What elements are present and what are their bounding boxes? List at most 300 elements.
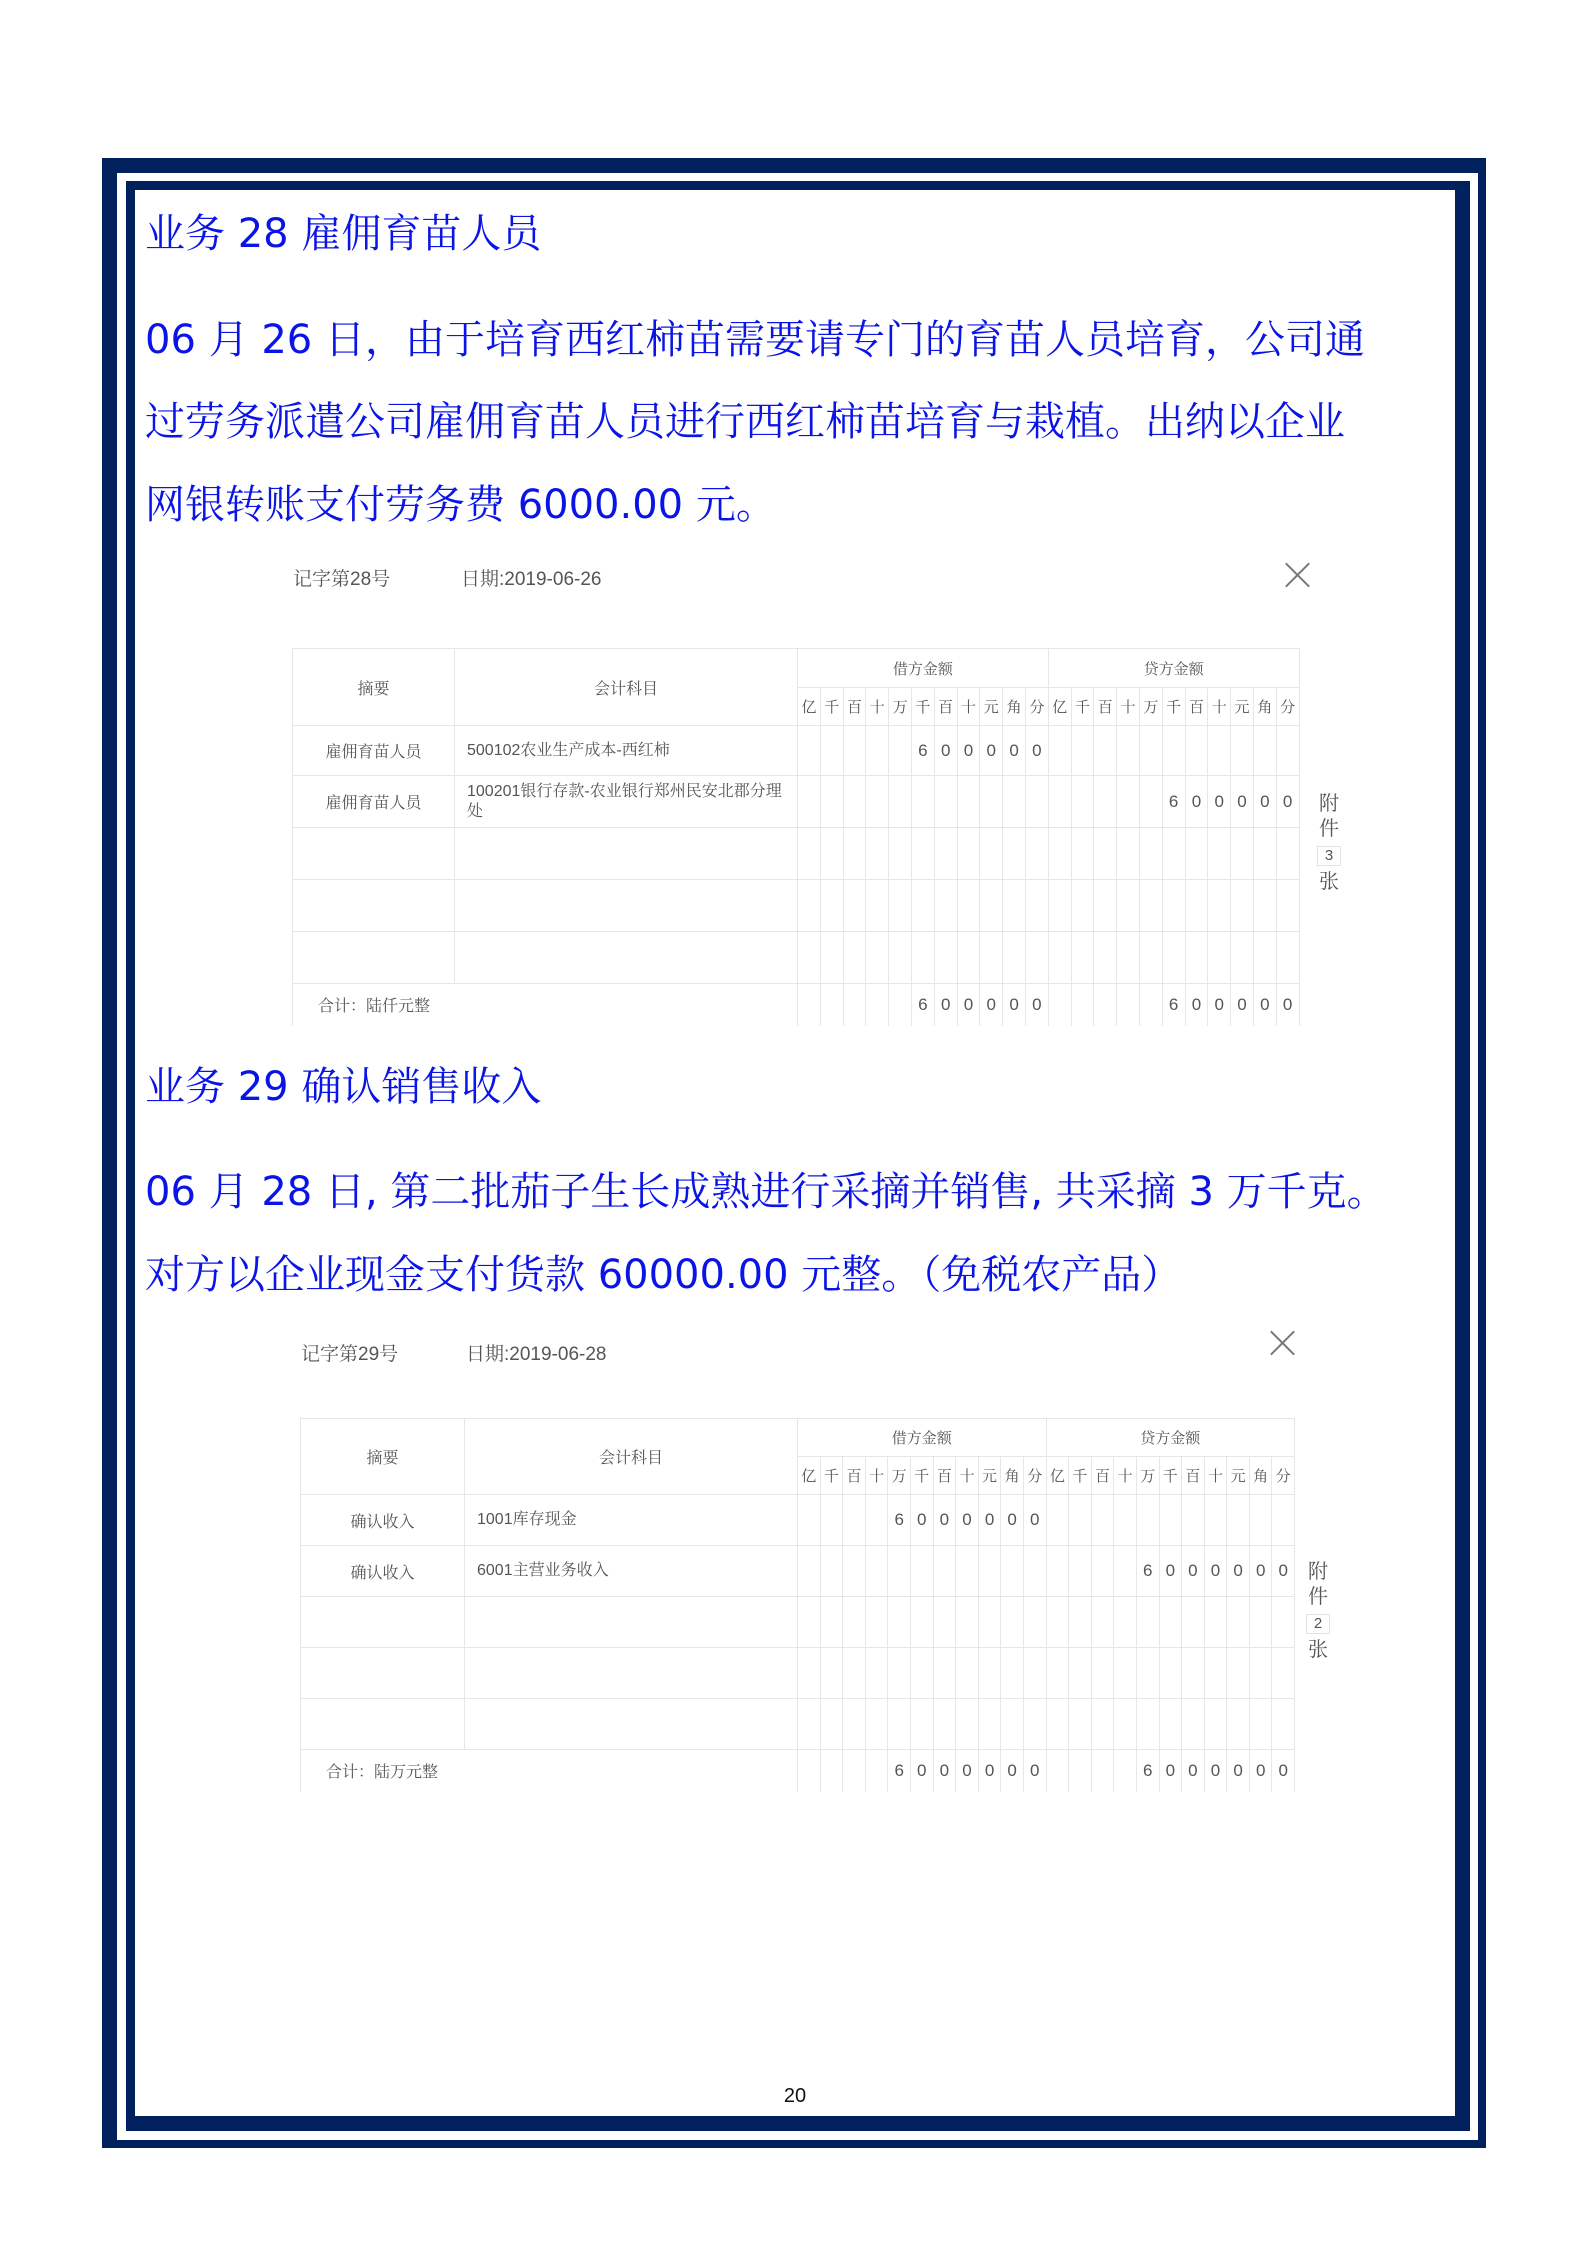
credit-digit[interactable] (1114, 1699, 1137, 1750)
debit-digit[interactable] (956, 1546, 979, 1597)
credit-digit[interactable] (1139, 880, 1162, 932)
credit-digit[interactable] (1069, 1495, 1092, 1546)
credit-digit[interactable]: 6 (1162, 776, 1185, 828)
cell-account[interactable] (465, 1699, 798, 1750)
debit-digit[interactable] (934, 828, 957, 880)
debit-digit[interactable] (910, 1546, 933, 1597)
credit-digit[interactable] (1136, 1495, 1159, 1546)
credit-digit[interactable] (1272, 1699, 1295, 1750)
cell-account[interactable] (455, 932, 798, 984)
debit-digit[interactable] (866, 726, 889, 776)
credit-digit[interactable] (1091, 1495, 1114, 1546)
credit-digit[interactable] (1185, 880, 1208, 932)
debit-digit[interactable] (933, 1597, 956, 1648)
cell-summary[interactable]: 雇佣育苗人员 (293, 726, 455, 776)
attachment-count-input[interactable]: 3 (1317, 846, 1341, 866)
credit-digit[interactable] (1182, 1597, 1205, 1648)
debit-digit[interactable] (866, 932, 889, 984)
credit-digit[interactable] (1069, 1546, 1092, 1597)
debit-digit[interactable] (1023, 1597, 1046, 1648)
credit-digit[interactable]: 0 (1276, 776, 1299, 828)
debit-digit[interactable] (843, 1546, 866, 1597)
credit-digit[interactable] (1204, 1699, 1227, 1750)
paragraph-line: 过劳务派遣公司雇佣育苗人员进行西红柿苗培育与栽植。出纳以企业 (145, 399, 1345, 445)
credit-digit[interactable]: 0 (1253, 776, 1276, 828)
credit-digit[interactable] (1231, 880, 1254, 932)
total-credit-digit (1094, 984, 1117, 1026)
debit-digit[interactable] (978, 1648, 1001, 1699)
debit-digit[interactable]: 0 (956, 1495, 979, 1546)
credit-digit[interactable] (1071, 932, 1094, 984)
debit-digit[interactable] (910, 1648, 933, 1699)
credit-digit[interactable] (1071, 726, 1094, 776)
digit-unit-header: 百 (1094, 688, 1117, 726)
debit-digit[interactable]: 0 (910, 1495, 933, 1546)
debit-digit[interactable] (843, 828, 866, 880)
cell-summary[interactable] (301, 1597, 465, 1648)
credit-digit[interactable] (1139, 776, 1162, 828)
debit-digit[interactable] (980, 880, 1003, 932)
credit-digit[interactable] (1231, 932, 1254, 984)
credit-digit[interactable] (1204, 1495, 1227, 1546)
attachment-indicator (1306, 1560, 1330, 1663)
credit-digit[interactable] (1249, 1495, 1272, 1546)
credit-digit[interactable] (1048, 726, 1071, 776)
debit-digit[interactable] (934, 880, 957, 932)
digit-unit-header: 百 (933, 1457, 956, 1495)
credit-digit[interactable] (1071, 828, 1094, 880)
total-debit-digit (889, 984, 912, 1026)
credit-digit[interactable]: 0 (1204, 1546, 1227, 1597)
debit-digit[interactable] (933, 1699, 956, 1750)
credit-digit[interactable] (1117, 932, 1140, 984)
credit-digit[interactable] (1136, 1597, 1159, 1648)
credit-digit[interactable] (1249, 1699, 1272, 1750)
debit-digit[interactable] (820, 1495, 843, 1546)
credit-digit[interactable] (1048, 828, 1071, 880)
credit-digit[interactable] (1272, 1648, 1295, 1699)
attachment-label: 附 (1308, 1561, 1328, 1583)
digit-unit-header: 百 (1182, 1457, 1205, 1495)
debit-digit[interactable] (1025, 828, 1048, 880)
credit-digit[interactable] (1114, 1546, 1137, 1597)
debit-digit[interactable] (843, 1648, 866, 1699)
debit-digit[interactable] (1003, 932, 1026, 984)
debit-digit[interactable] (1023, 1699, 1046, 1750)
debit-digit[interactable] (843, 1597, 866, 1648)
debit-digit[interactable] (978, 1597, 1001, 1648)
debit-digit[interactable] (1025, 932, 1048, 984)
debit-digit[interactable] (820, 880, 843, 932)
debit-digit[interactable] (843, 932, 866, 984)
credit-digit[interactable] (1208, 828, 1231, 880)
debit-digit[interactable] (843, 776, 866, 828)
credit-digit[interactable] (1162, 726, 1185, 776)
credit-digit[interactable] (1114, 1597, 1137, 1648)
debit-digit[interactable] (865, 1648, 888, 1699)
credit-digit[interactable] (1117, 828, 1140, 880)
debit-digit[interactable] (1001, 1546, 1024, 1597)
credit-digit[interactable] (1182, 1699, 1205, 1750)
digit-unit-header: 千 (820, 1457, 843, 1495)
debit-digit[interactable] (1025, 776, 1048, 828)
debit-digit[interactable]: 6 (911, 726, 934, 776)
credit-digit[interactable] (1204, 1597, 1227, 1648)
credit-digit[interactable] (1231, 828, 1254, 880)
debit-digit[interactable] (889, 932, 912, 984)
credit-digit[interactable] (1182, 1495, 1205, 1546)
debit-digit[interactable] (865, 1495, 888, 1546)
debit-digit[interactable] (888, 1699, 911, 1750)
debit-digit[interactable]: 0 (980, 726, 1003, 776)
page-number: 20 (783, 2085, 807, 2107)
debit-digit[interactable] (798, 932, 821, 984)
credit-digit[interactable] (1253, 828, 1276, 880)
credit-digit[interactable] (1046, 1495, 1069, 1546)
total-debit-digit: 0 (933, 1750, 956, 1792)
debit-digit[interactable]: 0 (1025, 726, 1048, 776)
credit-digit[interactable] (1185, 828, 1208, 880)
debit-digit[interactable] (911, 932, 934, 984)
debit-digit[interactable] (820, 828, 843, 880)
digit-unit-header: 千 (1071, 688, 1094, 726)
debit-digit[interactable] (980, 828, 1003, 880)
debit-digit[interactable] (866, 828, 889, 880)
debit-digit[interactable] (798, 1699, 821, 1750)
credit-digit[interactable] (1159, 1699, 1182, 1750)
digit-unit-header: 元 (980, 688, 1003, 726)
table-row (293, 880, 1300, 932)
credit-digit[interactable] (1069, 1699, 1092, 1750)
cell-account[interactable]: 6001主营业务收入 (465, 1546, 798, 1597)
credit-digit[interactable] (1249, 1597, 1272, 1648)
credit-digit[interactable] (1094, 726, 1117, 776)
paragraph-line: 对方以企业现金支付货款 60000.00 元整。（免税农产品） (145, 1252, 1182, 1298)
credit-digit[interactable] (1117, 880, 1140, 932)
paragraph-line: 06 月 28 日, 第二批茄子生长成熟进行采摘并销售, 共采摘 3 万千克。 (145, 1169, 1387, 1215)
debit-digit[interactable] (910, 1597, 933, 1648)
credit-digit[interactable] (1276, 726, 1299, 776)
cell-summary[interactable] (293, 828, 455, 880)
debit-digit[interactable] (798, 828, 821, 880)
credit-digit[interactable]: 0 (1272, 1546, 1295, 1597)
credit-digit[interactable] (1094, 880, 1117, 932)
credit-digit[interactable] (1046, 1546, 1069, 1597)
credit-digit[interactable]: 0 (1249, 1546, 1272, 1597)
debit-digit[interactable] (1001, 1699, 1024, 1750)
cell-summary[interactable]: 确认收入 (301, 1546, 465, 1597)
credit-digit[interactable] (1162, 932, 1185, 984)
debit-digit[interactable] (911, 828, 934, 880)
debit-digit[interactable]: 0 (1023, 1495, 1046, 1546)
debit-digit[interactable] (820, 1648, 843, 1699)
cell-account[interactable]: 100201银行存款-农业银行郑州民安北郡分理处 (455, 776, 798, 828)
digit-unit-header: 十 (866, 688, 889, 726)
debit-digit[interactable] (798, 1495, 821, 1546)
credit-digit[interactable] (1227, 1699, 1250, 1750)
close-icon[interactable] (1284, 562, 1310, 588)
credit-digit[interactable] (1253, 880, 1276, 932)
digit-unit-header: 亿 (798, 1457, 821, 1495)
credit-digit[interactable] (1048, 932, 1071, 984)
debit-digit[interactable] (956, 1699, 979, 1750)
credit-digit[interactable] (1159, 1495, 1182, 1546)
voucher-date: 日期:2019-06-26 (461, 569, 602, 590)
debit-digit[interactable] (933, 1648, 956, 1699)
debit-digit[interactable]: 0 (933, 1495, 956, 1546)
debit-digit[interactable] (820, 932, 843, 984)
credit-digit[interactable] (1276, 932, 1299, 984)
close-icon[interactable] (1269, 1330, 1295, 1356)
credit-digit[interactable] (1185, 726, 1208, 776)
debit-digit[interactable] (820, 1699, 843, 1750)
credit-digit[interactable] (1071, 776, 1094, 828)
credit-digit[interactable] (1046, 1699, 1069, 1750)
cell-summary[interactable] (293, 880, 455, 932)
debit-digit[interactable] (1003, 880, 1026, 932)
total-credit-digit: 0 (1272, 1750, 1295, 1792)
debit-digit[interactable] (1023, 1546, 1046, 1597)
credit-digit[interactable] (1253, 932, 1276, 984)
credit-digit[interactable] (1227, 1648, 1250, 1699)
table-row (293, 828, 1300, 880)
credit-digit[interactable] (1091, 1597, 1114, 1648)
debit-digit[interactable] (820, 726, 843, 776)
cell-summary[interactable] (293, 932, 455, 984)
credit-digit[interactable] (1136, 1648, 1159, 1699)
credit-digit[interactable] (1139, 932, 1162, 984)
debit-digit[interactable] (889, 726, 912, 776)
debit-digit[interactable] (798, 1546, 821, 1597)
debit-digit[interactable] (934, 932, 957, 984)
cell-account[interactable] (465, 1597, 798, 1648)
total-row (293, 984, 1300, 1026)
debit-digit[interactable] (978, 1699, 1001, 1750)
debit-digit[interactable] (820, 1546, 843, 1597)
cell-summary[interactable] (301, 1648, 465, 1699)
attachment-count-input[interactable]: 2 (1306, 1614, 1330, 1634)
total-debit-digit (820, 984, 843, 1026)
credit-digit[interactable] (1227, 1495, 1250, 1546)
credit-digit[interactable] (1162, 828, 1185, 880)
debit-digit[interactable] (889, 828, 912, 880)
digit-unit-header: 分 (1025, 688, 1048, 726)
debit-digit[interactable] (934, 776, 957, 828)
debit-digit[interactable] (843, 1699, 866, 1750)
debit-digit[interactable] (1001, 1648, 1024, 1699)
total-credit-digit: 0 (1159, 1750, 1182, 1792)
debit-digit[interactable]: 0 (1003, 726, 1026, 776)
debit-digit[interactable] (866, 776, 889, 828)
credit-digit[interactable] (1117, 726, 1140, 776)
credit-digit[interactable] (1046, 1648, 1069, 1699)
credit-digit[interactable] (1231, 726, 1254, 776)
attachment-label: 附 (1319, 793, 1339, 815)
credit-digit[interactable] (1091, 1546, 1114, 1597)
debit-digit[interactable] (1001, 1597, 1024, 1648)
credit-digit[interactable] (1208, 880, 1231, 932)
credit-digit[interactable]: 0 (1208, 776, 1231, 828)
debit-digit[interactable] (865, 1546, 888, 1597)
debit-digit[interactable] (911, 880, 934, 932)
credit-digit[interactable] (1071, 880, 1094, 932)
digit-unit-header: 十 (1208, 688, 1231, 726)
debit-digit[interactable] (843, 1495, 866, 1546)
digit-unit-header: 千 (820, 688, 843, 726)
credit-digit[interactable] (1069, 1648, 1092, 1699)
debit-digit[interactable] (888, 1597, 911, 1648)
credit-digit[interactable]: 0 (1231, 776, 1254, 828)
debit-digit[interactable] (957, 932, 980, 984)
cell-account[interactable]: 1001库存现金 (465, 1495, 798, 1546)
credit-digit[interactable] (1069, 1597, 1092, 1648)
total-credit-digit: 0 (1208, 984, 1231, 1026)
credit-digit[interactable] (1182, 1648, 1205, 1699)
debit-digit[interactable] (1003, 776, 1026, 828)
debit-digit[interactable] (888, 1648, 911, 1699)
digit-unit-header: 千 (910, 1457, 933, 1495)
section-heading-29: 业务 29 确认销售收入 (145, 1064, 542, 1110)
debit-digit[interactable] (980, 932, 1003, 984)
debit-digit[interactable]: 0 (1001, 1495, 1024, 1546)
header-credit: 贷方金额 (1046, 1419, 1295, 1457)
cell-account[interactable]: 500102农业生产成本-西红柿 (455, 726, 798, 776)
debit-digit[interactable] (889, 776, 912, 828)
debit-digit[interactable] (956, 1597, 979, 1648)
debit-digit[interactable] (957, 776, 980, 828)
credit-digit[interactable] (1249, 1648, 1272, 1699)
debit-digit[interactable] (843, 880, 866, 932)
debit-digit[interactable] (798, 880, 821, 932)
debit-digit[interactable] (798, 726, 821, 776)
credit-digit[interactable]: 0 (1159, 1546, 1182, 1597)
total-credit-digit (1091, 1750, 1114, 1792)
frame-outer-left (102, 158, 117, 2148)
table-row (293, 932, 1300, 984)
credit-digit[interactable] (1253, 726, 1276, 776)
cell-account[interactable] (455, 880, 798, 932)
debit-digit[interactable] (888, 1546, 911, 1597)
credit-digit[interactable] (1208, 932, 1231, 984)
debit-digit[interactable] (820, 1597, 843, 1648)
debit-digit[interactable] (843, 726, 866, 776)
credit-digit[interactable] (1276, 880, 1299, 932)
debit-digit[interactable]: 0 (934, 726, 957, 776)
cell-account[interactable] (465, 1648, 798, 1699)
credit-digit[interactable]: 0 (1185, 776, 1208, 828)
debit-digit[interactable] (957, 828, 980, 880)
debit-digit[interactable] (798, 1648, 821, 1699)
digit-unit-header: 元 (1231, 688, 1254, 726)
credit-digit[interactable] (1159, 1648, 1182, 1699)
total-credit-digit: 6 (1162, 984, 1185, 1026)
credit-digit[interactable] (1114, 1648, 1137, 1699)
debit-digit[interactable] (1003, 828, 1026, 880)
digit-unit-header: 十 (1117, 688, 1140, 726)
credit-digit[interactable] (1094, 828, 1117, 880)
cell-summary[interactable] (301, 1699, 465, 1750)
total-debit-digit: 0 (980, 984, 1003, 1026)
credit-digit[interactable]: 0 (1227, 1546, 1250, 1597)
debit-digit[interactable] (798, 776, 821, 828)
credit-digit[interactable] (1094, 932, 1117, 984)
debit-digit[interactable] (978, 1546, 1001, 1597)
credit-digit[interactable] (1139, 726, 1162, 776)
debit-digit[interactable] (1025, 880, 1048, 932)
credit-digit[interactable] (1272, 1495, 1295, 1546)
credit-digit[interactable] (1272, 1597, 1295, 1648)
debit-digit[interactable] (933, 1546, 956, 1597)
total-debit-digit (820, 1750, 843, 1792)
debit-digit[interactable] (820, 776, 843, 828)
frame-inner-top (126, 181, 1470, 190)
credit-digit[interactable] (1114, 1495, 1137, 1546)
debit-digit[interactable] (980, 776, 1003, 828)
debit-digit[interactable] (1023, 1648, 1046, 1699)
attachment-label: 件 (1319, 818, 1339, 840)
credit-digit[interactable] (1094, 776, 1117, 828)
cell-summary[interactable]: 雇佣育苗人员 (293, 776, 455, 828)
table-row (301, 1699, 1295, 1750)
credit-digit[interactable] (1091, 1648, 1114, 1699)
debit-digit[interactable] (865, 1597, 888, 1648)
credit-digit[interactable] (1204, 1648, 1227, 1699)
credit-digit[interactable] (1276, 828, 1299, 880)
debit-digit[interactable]: 6 (888, 1495, 911, 1546)
debit-digit[interactable] (911, 776, 934, 828)
credit-digit[interactable] (1117, 776, 1140, 828)
total-debit-digit (866, 984, 889, 1026)
credit-digit[interactable] (1185, 932, 1208, 984)
credit-digit[interactable] (1162, 880, 1185, 932)
credit-digit[interactable] (1208, 726, 1231, 776)
credit-digit[interactable] (1048, 776, 1071, 828)
debit-digit[interactable]: 0 (957, 726, 980, 776)
debit-digit[interactable] (889, 880, 912, 932)
debit-digit[interactable] (865, 1699, 888, 1750)
total-debit-digit: 0 (1003, 984, 1026, 1026)
debit-digit[interactable] (957, 880, 980, 932)
digit-unit-header: 十 (1204, 1457, 1227, 1495)
credit-digit[interactable]: 0 (1182, 1546, 1205, 1597)
credit-digit[interactable] (1136, 1699, 1159, 1750)
digit-unit-header: 千 (911, 688, 934, 726)
table-row (293, 726, 1300, 776)
header-debit: 借方金额 (798, 649, 1049, 688)
debit-digit[interactable]: 0 (978, 1495, 1001, 1546)
debit-digit[interactable] (866, 880, 889, 932)
table-row (293, 776, 1300, 828)
cell-summary[interactable]: 确认收入 (301, 1495, 465, 1546)
credit-digit[interactable] (1046, 1597, 1069, 1648)
debit-digit[interactable] (956, 1648, 979, 1699)
total-credit-digit (1114, 1750, 1137, 1792)
credit-digit[interactable] (1139, 828, 1162, 880)
digit-unit-header: 十 (956, 1457, 979, 1495)
cell-account[interactable] (455, 828, 798, 880)
total-debit-digit (865, 1750, 888, 1792)
credit-digit[interactable] (1048, 880, 1071, 932)
credit-digit[interactable] (1227, 1597, 1250, 1648)
credit-digit[interactable] (1159, 1597, 1182, 1648)
voucher-date: 日期:2019-06-28 (466, 1344, 607, 1365)
digit-unit-header: 十 (865, 1457, 888, 1495)
debit-digit[interactable] (798, 1597, 821, 1648)
debit-digit[interactable] (910, 1699, 933, 1750)
credit-digit[interactable]: 6 (1136, 1546, 1159, 1597)
digit-unit-header: 元 (1227, 1457, 1250, 1495)
credit-digit[interactable] (1091, 1699, 1114, 1750)
